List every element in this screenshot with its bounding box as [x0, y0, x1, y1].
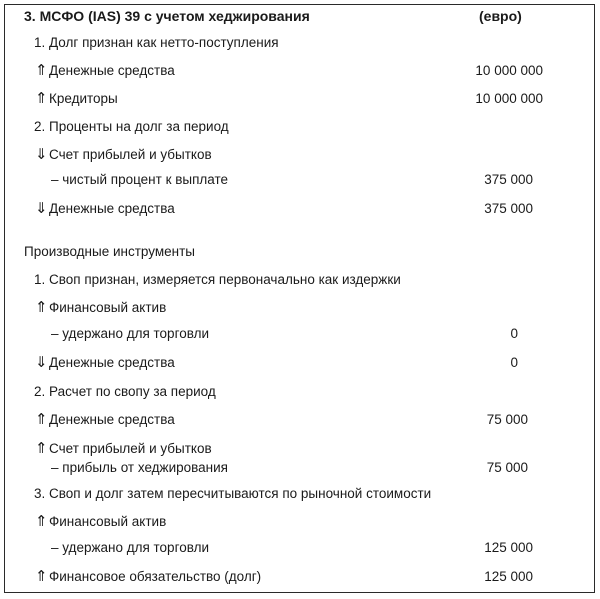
- page-title: 3. МСФО (IAS) 39 с учетом хеджирования: [24, 8, 310, 24]
- debit-arrow-up-icon: ⇑: [35, 62, 48, 79]
- entry-sublabel: – прибыль от хеджирования: [51, 460, 228, 475]
- credit-arrow-down-icon: ⇓: [35, 146, 48, 163]
- entry-label: Денежные средства: [49, 412, 175, 427]
- entry-value: 0: [510, 355, 518, 370]
- entry-value: 125 000: [484, 540, 533, 555]
- entry-heading: 2. Проценты на долг за период: [34, 119, 229, 134]
- entry-line: [0, 89, 600, 109]
- entry-line: [0, 61, 600, 81]
- entry-line: [0, 353, 600, 373]
- entry-sublabel: – удержано для торговли: [51, 540, 209, 555]
- entry-value: 75 000: [486, 412, 528, 427]
- entry-line: [0, 199, 600, 219]
- entry-label: Денежные средства: [49, 355, 175, 370]
- entry-label: Счет прибылей и убытков: [49, 441, 212, 456]
- entry-sublabel: – чистый процент к выплате: [51, 172, 229, 187]
- entry-subline: [0, 170, 600, 190]
- entry-subline: [0, 538, 600, 558]
- entry-value: 0: [510, 326, 518, 341]
- entry-heading: 2. Расчет по свопу за период: [34, 384, 216, 399]
- entry-line: [0, 410, 600, 430]
- currency-label: (евро): [479, 8, 522, 24]
- debit-arrow-up-icon: ⇑: [35, 568, 48, 585]
- entry-line: [0, 298, 600, 318]
- entry-label: Денежные средства: [49, 63, 175, 78]
- debit-arrow-up-icon: ⇑: [35, 513, 48, 530]
- entry-line: [0, 439, 600, 459]
- debit-arrow-up-icon: ⇑: [35, 411, 48, 428]
- entry-label: Финансовый актив: [49, 300, 167, 315]
- debit-arrow-up-icon: ⇑: [35, 90, 48, 107]
- credit-arrow-down-icon: ⇓: [35, 200, 48, 217]
- entry-line: [0, 512, 600, 532]
- entry-heading: 3. Своп и долг затем пересчитываются по рыночной стоимости: [34, 486, 432, 501]
- entry-label: Финансовое обязательство (долг): [49, 569, 262, 584]
- entry-label: Счет прибылей и убытков: [49, 147, 212, 162]
- section-heading: Производные инструменты: [24, 244, 195, 259]
- entry-heading: 1. Долг признан как нетто-поступления: [34, 35, 279, 50]
- entry-value: 375 000: [484, 201, 533, 216]
- entry-line: [0, 567, 600, 587]
- entry-heading: 1. Своп признан, измеряется первоначально как издержки: [34, 272, 401, 287]
- entry-value: 125 000: [484, 569, 533, 584]
- entry-line: [0, 145, 600, 165]
- entry-sublabel: – удержано для торговли: [51, 326, 209, 341]
- entry-value: 10 000 000: [475, 63, 543, 78]
- header-row: [0, 6, 600, 26]
- entry-label: Кредиторы: [49, 91, 118, 106]
- debit-arrow-up-icon: ⇑: [35, 440, 48, 457]
- entry-value: 10 000 000: [475, 91, 543, 106]
- debit-arrow-up-icon: ⇑: [35, 299, 48, 316]
- entry-subline: [0, 324, 600, 344]
- entry-label: Финансовый актив: [49, 514, 167, 529]
- entry-value: 375 000: [484, 172, 533, 187]
- entry-subline: [0, 458, 600, 478]
- credit-arrow-down-icon: ⇓: [35, 354, 48, 371]
- entry-value: 75 000: [486, 460, 528, 475]
- entry-label: Денежные средства: [49, 201, 175, 216]
